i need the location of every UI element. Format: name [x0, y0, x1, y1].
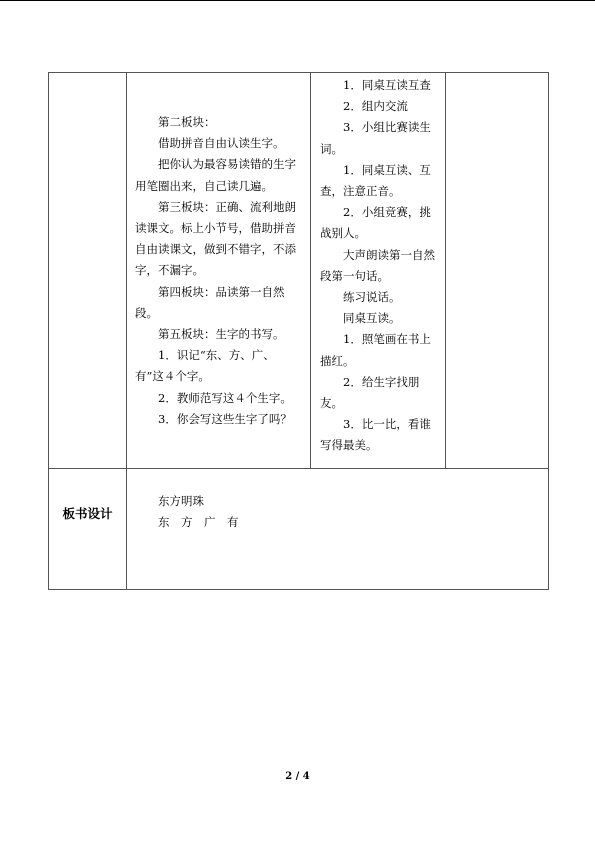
board-characters: 东 方 广 有	[158, 515, 239, 529]
student-line: 1．同桌互读、互查，注意正音。	[320, 162, 431, 199]
board-design-row	[49, 469, 549, 590]
board-design-content	[127, 469, 549, 590]
student-line: 2．组内交流	[343, 99, 408, 114]
student-line: 1．照笔画在书上描红。	[320, 332, 431, 368]
student-line: 3．小组比赛读生词。	[320, 120, 431, 156]
teacher-line: 借助拼音自由认读生字。	[158, 136, 285, 151]
section-label-cell	[49, 73, 127, 469]
student-line: 同桌互读。	[343, 311, 401, 326]
student-line: 大声朗读第一自然段第一句话。	[320, 247, 435, 283]
teacher-line: 3．你会写这些生字了吗？	[158, 411, 292, 426]
activities-row	[49, 73, 549, 469]
teacher-line: 第二板块：	[158, 115, 216, 129]
lesson-plan-table	[48, 72, 549, 590]
board-design-label: 板书设计	[49, 469, 127, 590]
teacher-line: 1．识记“东、方、广、有”这４个字。	[135, 348, 275, 384]
page-number: 2 / 4	[285, 771, 310, 782]
teacher-line: 把你认为最容易读错的生字用笔圈出来，自己读几遍。	[135, 157, 296, 193]
student-line: 练习说话。	[343, 290, 401, 305]
teacher-line: 第三板块：正确、流利地朗读课文。标上小节号，借助拼音自由读课文，做到不错字，不添字，不漏字。	[135, 199, 296, 278]
teacher-activity-cell	[127, 73, 311, 469]
teacher-line: 第四板块：品读第一自然段。	[135, 284, 285, 320]
board-title: 东方明珠	[158, 494, 204, 508]
student-line: 2．小组竞赛，挑战别人。	[320, 205, 431, 241]
notes-cell	[446, 73, 549, 469]
student-line: 1．同桌互读互查	[343, 78, 431, 92]
student-activity-cell	[311, 73, 446, 469]
teacher-line: 2．教师范写这４个生字。	[158, 390, 292, 405]
teacher-line: 第五板块：生字的书写。	[158, 327, 285, 342]
student-line: 3．比一比，看谁写得最美。	[320, 417, 431, 453]
student-line: 2．给生字找朋友。	[320, 374, 420, 411]
page-top-rule	[0, 0, 595, 1]
